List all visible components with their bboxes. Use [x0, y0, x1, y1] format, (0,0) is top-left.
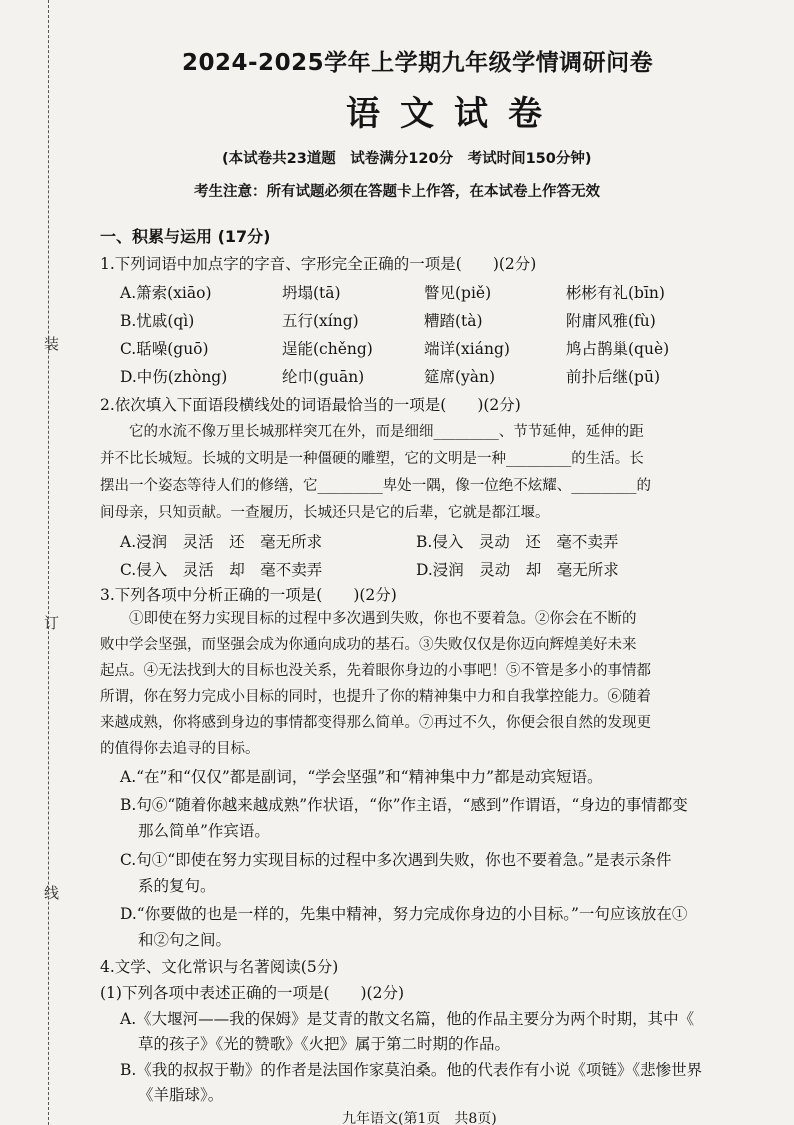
binding-dashed-line: [48, 0, 49, 1125]
q1-option: 鸠占鹊巢(què): [566, 340, 670, 358]
exam-notice: 考生注意：所有试题必须在答题卡上作答，在本试卷上作答无效: [194, 184, 600, 200]
q1-option: 附庸风雅(fù): [566, 312, 656, 330]
q1-option: 彬彬有礼(bīn): [566, 284, 665, 302]
margin-char-xian: 线: [44, 884, 60, 902]
q1-option: 纶巾(guān): [282, 368, 365, 386]
q3-option: C.句①“即使在努力实现目标的过程中多次遇到失败，你也不要着急。”是表示条件: [120, 851, 672, 869]
q1-option: 端详(xiáng): [424, 340, 510, 358]
q3-passage-line: 的值得你去追寻的目标。: [100, 741, 260, 757]
q2-option: B.侵入 灵动 还 毫不卖弄: [416, 533, 619, 551]
q4-sub1-stem: (1)下列各项中表述正确的一项是( )(2分): [100, 984, 405, 1002]
page-footer: 九年语文(第1页 共8页): [342, 1111, 497, 1125]
q3-option: A.“在”和“仅仅”都是副词，“学会坚强”和“精神集中力”都是动宾短语。: [120, 768, 603, 786]
q3-option: D.“你要做的也是一样的，先集中精神，努力完成你身边的小目标。”一句应该放在①: [120, 905, 688, 923]
q2-stem: 2.依次填入下面语段横线处的词语最恰当的一项是( )(2分): [100, 396, 521, 414]
q4-option: A.《大堰河——我的保姆》是艾青的散文名篇，他的作品主要分为两个时期，其中《: [120, 1010, 695, 1028]
q1-option: B.忧戚(qì): [120, 312, 195, 330]
q2-passage-line: 并不比长城短。长城的文明是一种僵硬的雕塑，它的文明是一种_________的生活。长: [100, 451, 644, 467]
q2-passage-line: 间母亲，只知贡献。一查履历，长城还只是它的后辈，它就是都江堰。: [100, 505, 550, 521]
q3-option-cont: 和②句之间。: [138, 931, 232, 949]
q3-passage-line: ①即使在努力实现目标的过程中多次遇到失败，你也不要着急。②你会在不断的: [100, 611, 637, 627]
q2-option: D.浸润 灵动 却 毫无所求: [416, 561, 619, 579]
q3-passage-line: 败中学会坚强，而坚强会成为你通向成功的基石。③失败仅仅是你迈向辉煌美好未来: [100, 637, 637, 653]
q1-option: 瞥见(piě): [424, 284, 492, 302]
q1-option: 逞能(chěng): [282, 340, 373, 358]
q1-option: D.中伤(zhòng): [120, 368, 228, 386]
section-title: 一、积累与运用 (17分): [100, 227, 271, 246]
q4-stem: 4.文学、文化常识与名著阅读(5分): [100, 958, 339, 976]
exam-info: (本试卷共23道题 试卷满分120分 考试时间150分钟): [222, 151, 592, 167]
q2-option: C.侵入 灵活 却 毫不卖弄: [120, 561, 323, 579]
q1-option: 坍塌(tā): [282, 284, 341, 302]
q4-option-cont: 《羊脂球》。: [138, 1086, 224, 1104]
q3-passage-line: 所谓，你在努力完成小目标的同时，也提升了你的精神集中力和自我掌控能力。⑥随着: [100, 689, 651, 705]
q3-passage-line: 来越成熟，你将感到身边的事情都变得那么简单。⑦再过不久，你便会很自然的发现更: [100, 715, 651, 731]
q3-option: B.句⑥“随着你越来越成熟”作状语，“你”作主语，“感到”作谓语，“身边的事情都变: [120, 796, 688, 814]
q3-option-cont: 系的复句。: [138, 877, 216, 895]
q2-passage-line: 它的水流不像万里长城那样突兀在外，而是细细_________、节节延伸，延伸的距: [100, 424, 644, 440]
q3-stem: 3.下列各项中分析正确的一项是( )(2分): [100, 586, 397, 604]
q1-option: C.聒噪(guō): [120, 340, 209, 358]
q3-option-cont: 那么简单”作宾语。: [138, 822, 270, 840]
q1-option: A.箫索(xiāo): [120, 284, 212, 302]
q1-option: 筵席(yàn): [424, 368, 496, 386]
paper-title: 语文试卷: [346, 94, 562, 134]
q1-option: 前扑后继(pū): [566, 368, 660, 386]
q4-option: B.《我的叔叔于勒》的作者是法国作家莫泊桑。他的代表作有小说《项链》《悲惨世界: [120, 1061, 703, 1079]
q2-option: A.浸润 灵活 还 毫无所求: [120, 533, 323, 551]
margin-char-ding: 订: [44, 614, 60, 632]
margin-char-zhuang: 装: [44, 335, 60, 353]
q4-option-cont: 草的孩子》《光的赞歌》《火把》属于第二时期的作品。: [138, 1035, 511, 1053]
binding-margin: [0, 0, 60, 1125]
q1-stem: 1.下列词语中加点字的字音、字形完全正确的一项是( )(2分): [100, 255, 537, 273]
q3-passage-line: 起点。④无法找到大的目标也没关系，先着眼你身边的小事吧！⑤不管是多小的事情都: [100, 663, 651, 679]
exam-page: [62, 0, 794, 1125]
q1-option: 五行(xíng): [282, 312, 359, 330]
exam-title: 2024-2025学年上学期九年级学情调研问卷: [182, 50, 654, 76]
q2-passage-line: 摆出一个姿态等待人们的修缮，它_________卑处一隅，像一位绝不炫耀、_________的: [100, 478, 651, 494]
q1-option: 糟踏(tà): [424, 312, 483, 330]
